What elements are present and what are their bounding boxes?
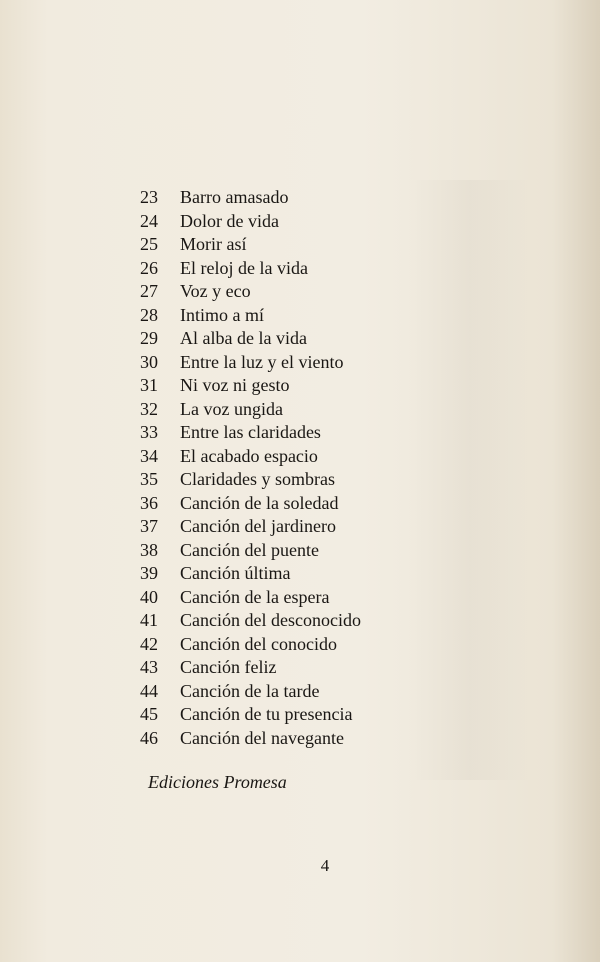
- toc-entry-title: Canción feliz: [180, 657, 277, 677]
- toc-entry-number: 46: [140, 727, 158, 748]
- toc-entry: [140, 210, 361, 234]
- toc-entry-title: Canción de tu presencia: [180, 704, 353, 724]
- toc-entry: [140, 609, 361, 633]
- toc-entry-title: Morir así: [180, 234, 247, 254]
- toc-entry-number: 43: [140, 657, 158, 677]
- toc-entry-title: Canción del jardinero: [180, 516, 336, 536]
- toc-entry-title: Canción de la tarde: [180, 680, 320, 701]
- toc-entry-number: 28: [140, 304, 158, 325]
- toc-entry-title: Canción de la soledad: [180, 492, 339, 513]
- toc-entry-title: El acabado espacio: [180, 445, 318, 466]
- toc-entry: [140, 727, 361, 751]
- toc-entry: [140, 445, 361, 469]
- toc-entry: [140, 421, 361, 445]
- toc-entry-number: 42: [140, 633, 158, 654]
- toc-entry: [140, 515, 361, 539]
- toc-entry-title: La voz ungida: [180, 398, 283, 419]
- toc-entry-title: Canción última: [180, 563, 291, 583]
- toc-entry-number: 44: [140, 680, 158, 701]
- toc-entry-title: Canción del conocido: [180, 633, 337, 654]
- toc-entry-number: 29: [140, 328, 158, 348]
- toc-entry-number: 24: [140, 210, 158, 231]
- page-number: 4: [320, 856, 330, 875]
- toc-entry: [140, 280, 361, 304]
- toc-entry: [140, 327, 361, 351]
- toc-entry-title: Ni voz ni gesto: [180, 375, 290, 395]
- toc-entry-number: 30: [140, 351, 158, 372]
- toc-entry-title: Canción del navegante: [180, 727, 344, 748]
- toc-entry-number: 34: [140, 445, 158, 466]
- toc-entry: [140, 633, 361, 657]
- toc-entry-title: Dolor de vida: [180, 210, 279, 231]
- toc-entry-title: Entre la luz y el viento: [180, 351, 344, 372]
- toc-entry-title: Claridades y sombras: [180, 469, 335, 489]
- toc-entry-title: Intimo a mí: [180, 304, 264, 325]
- toc-entry: [140, 257, 361, 281]
- toc-entry-number: 41: [140, 610, 158, 630]
- toc-entry-number: 33: [140, 422, 158, 442]
- toc-entry: [140, 351, 361, 375]
- toc-entry-title: Barro amasado: [180, 187, 289, 207]
- toc-entry: [140, 703, 361, 727]
- toc-entry: [140, 186, 361, 210]
- toc-entry-number: 35: [140, 469, 158, 489]
- toc-entry-number: 25: [140, 234, 158, 254]
- toc-entry: [140, 656, 361, 680]
- publisher-name: Ediciones Promesa: [148, 772, 287, 792]
- toc-entry: [140, 680, 361, 704]
- toc-entry-number: 36: [140, 492, 158, 513]
- toc-entry-title: Canción del puente: [180, 539, 319, 560]
- toc-entry: [140, 562, 361, 586]
- toc-entry: [140, 492, 361, 516]
- toc-entry: [140, 233, 361, 257]
- toc-entry: [140, 539, 361, 563]
- toc-entry-title: El reloj de la vida: [180, 257, 308, 278]
- toc-entry-number: 32: [140, 398, 158, 419]
- toc-entry-number: 23: [140, 187, 158, 207]
- toc-entry-number: 38: [140, 539, 158, 560]
- toc-entry-number: 39: [140, 563, 158, 583]
- toc-entry-title: Canción de la espera: [180, 586, 330, 607]
- toc-entry: [140, 468, 361, 492]
- toc-entry-title: Canción del desconocido: [180, 610, 361, 630]
- toc-entry-number: 40: [140, 586, 158, 607]
- toc-entry: [140, 304, 361, 328]
- toc-entry: [140, 374, 361, 398]
- toc-entry-number: 37: [140, 516, 158, 536]
- table-of-contents: [140, 186, 361, 750]
- toc-entry-number: 26: [140, 257, 158, 278]
- toc-entry-number: 45: [140, 704, 158, 724]
- toc-entry-number: 27: [140, 281, 158, 301]
- toc-entry-title: Entre las claridades: [180, 422, 321, 442]
- show-through-shadow: [410, 180, 530, 780]
- toc-entry-number: 31: [140, 375, 158, 395]
- toc-entry-title: Al alba de la vida: [180, 328, 307, 348]
- toc-entry: [140, 398, 361, 422]
- toc-entry-title: Voz y eco: [180, 281, 251, 301]
- toc-entry: [140, 586, 361, 610]
